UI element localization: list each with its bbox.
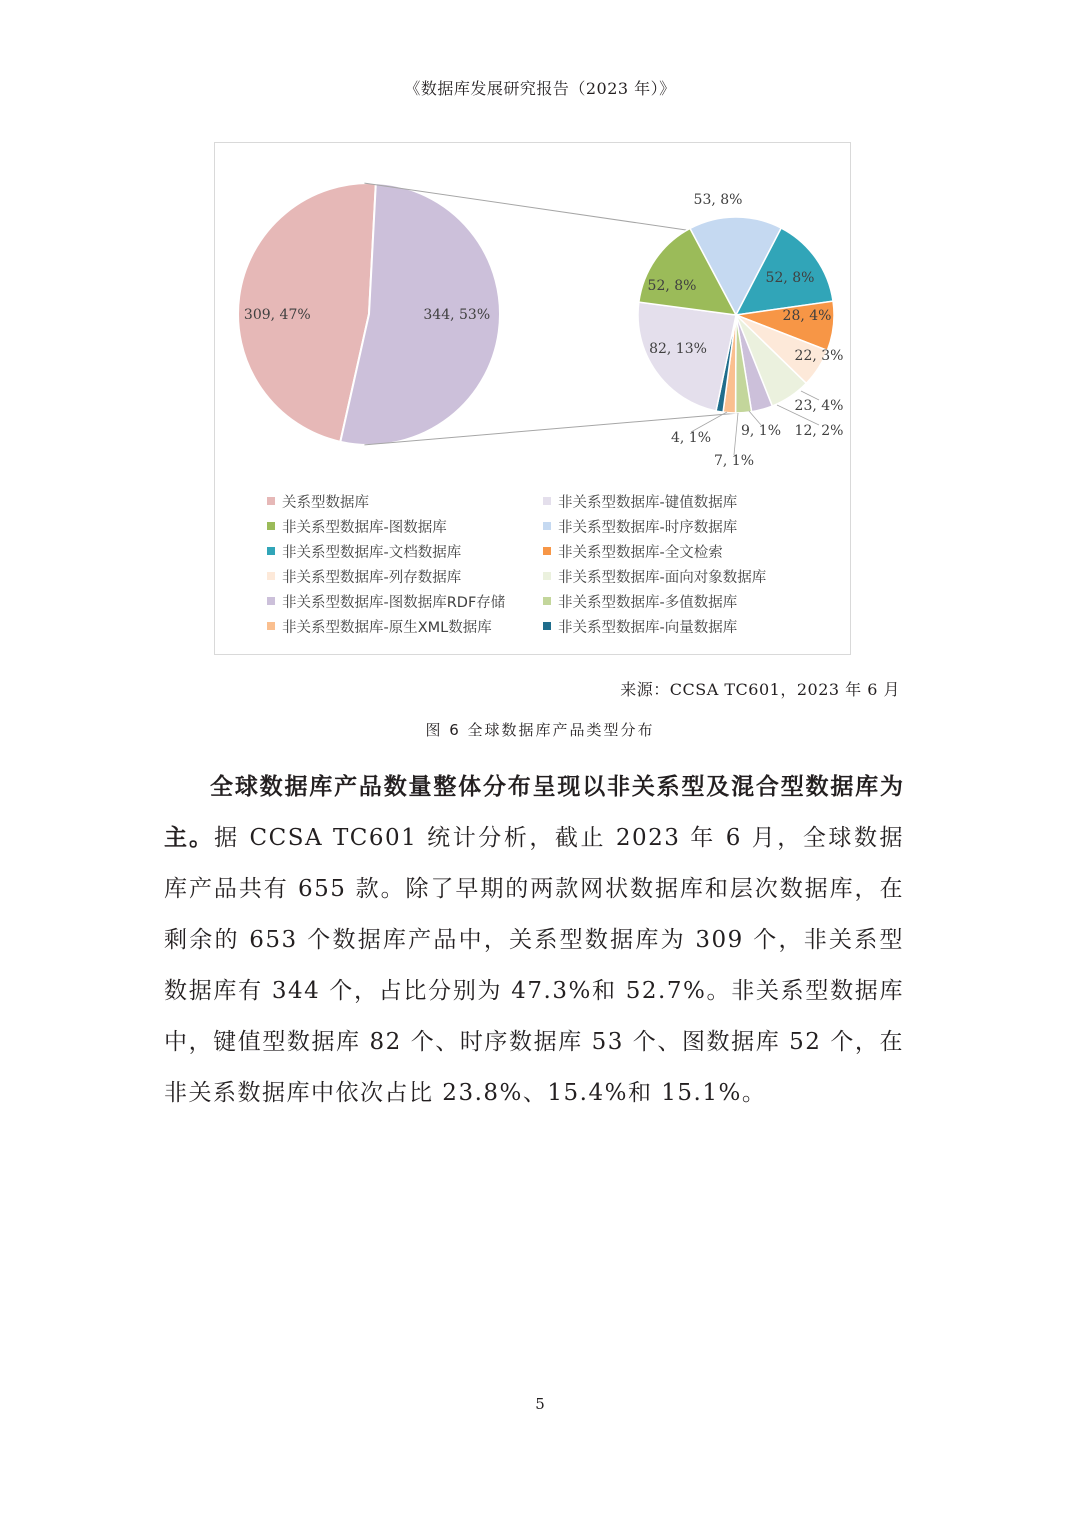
sub-pie-label: 28, 4% [782,308,832,324]
sub-pie-label: 52, 8% [647,278,697,294]
legend-item [543,591,827,611]
legend-item [267,591,543,611]
legend-swatch [543,497,551,505]
main-pie-label: 309, 47% [243,307,311,323]
legend-item [267,516,543,536]
pie-of-pie-chart [215,143,850,483]
sub-pie-label: 7, 1% [713,453,755,469]
legend-item [543,566,827,586]
body-paragraph [164,762,904,1119]
legend-label: 非关系型数据库-原生XML数据库 [282,619,492,636]
chart-legend [267,491,827,636]
legend-swatch [543,622,551,630]
legend-item [543,491,827,511]
legend-label: 关系型数据库 [282,494,369,511]
legend-swatch [543,597,551,605]
legend-swatch [543,522,551,530]
sub-pie-label: 82, 13% [649,341,707,357]
sub-pie-label: 52, 8% [765,270,815,286]
sub-pie-label: 22, 3% [794,348,844,364]
legend-swatch [543,547,551,555]
legend-item [543,516,827,536]
leader-line [734,413,738,455]
legend-label: 非关系型数据库-列存数据库 [282,569,462,586]
figure-chart [214,142,851,655]
legend-label: 非关系型数据库-文档数据库 [282,544,462,561]
legend-item [267,491,543,511]
paragraph-lead: 全球数据库产品数量整体分布呈现以非关系型及混合型数据库为主。 [164,774,904,851]
legend-swatch [267,597,275,605]
legend-swatch [267,497,275,505]
legend-item [543,541,827,561]
sub-pie-label: 23, 4% [794,398,844,414]
legend-label: 非关系型数据库-图数据库 [282,519,447,536]
legend-label: 非关系型数据库-键值数据库 [558,494,738,511]
main-pie-label: 344, 53% [423,307,491,323]
leader-line [691,412,727,432]
sub-pie-label: 53, 8% [693,192,743,208]
sub-pie-label: 4, 1% [670,430,712,446]
legend-label: 非关系型数据库-图数据库RDF存储 [282,594,506,611]
legend-swatch [267,547,275,555]
legend-label: 非关系型数据库-向量数据库 [558,619,738,636]
legend-item [543,616,827,636]
sub-pie-label: 12, 2% [794,423,844,439]
legend-swatch [267,522,275,530]
paragraph-text: 据 CCSA TC601 统计分析，截止 2023 年 6 月，全球数据库产品共有 655 款。除了早期的两款网状数据库和层次数据库，在剩余的 653 个数据库产品中，关系型数据库为 309 个，非关系型数据库有 344 个，占比分别为 47.3%和 52.7%。非关系型数据库中，键值型数据库 82 个、时序数据库 53 个、图数据库 52 个，在非关系数据库中依次占比 23.8%、15.4%和 15.1%。 [164,825,904,1106]
legend-label: 非关系型数据库-时序数据库 [558,519,738,536]
figure-source: 来源：CCSA TC601，2023 年 6 月 [620,680,900,699]
running-header: 《数据库发展研究报告（2023 年）》 [404,79,676,98]
sub-pie-label: 9, 1% [740,423,782,439]
legend-label: 非关系型数据库-面向对象数据库 [558,569,767,586]
legend-swatch [267,622,275,630]
figure-caption: 图 6 全球数据库产品类型分布 [425,721,655,739]
legend-item [267,616,543,636]
legend-swatch [543,572,551,580]
legend-label: 非关系型数据库-全文检索 [558,544,723,561]
page-number: 5 [535,1395,545,1413]
legend-swatch [267,572,275,580]
legend-label: 非关系型数据库-多值数据库 [558,594,738,611]
legend-item [267,541,543,561]
legend-item [267,566,543,586]
